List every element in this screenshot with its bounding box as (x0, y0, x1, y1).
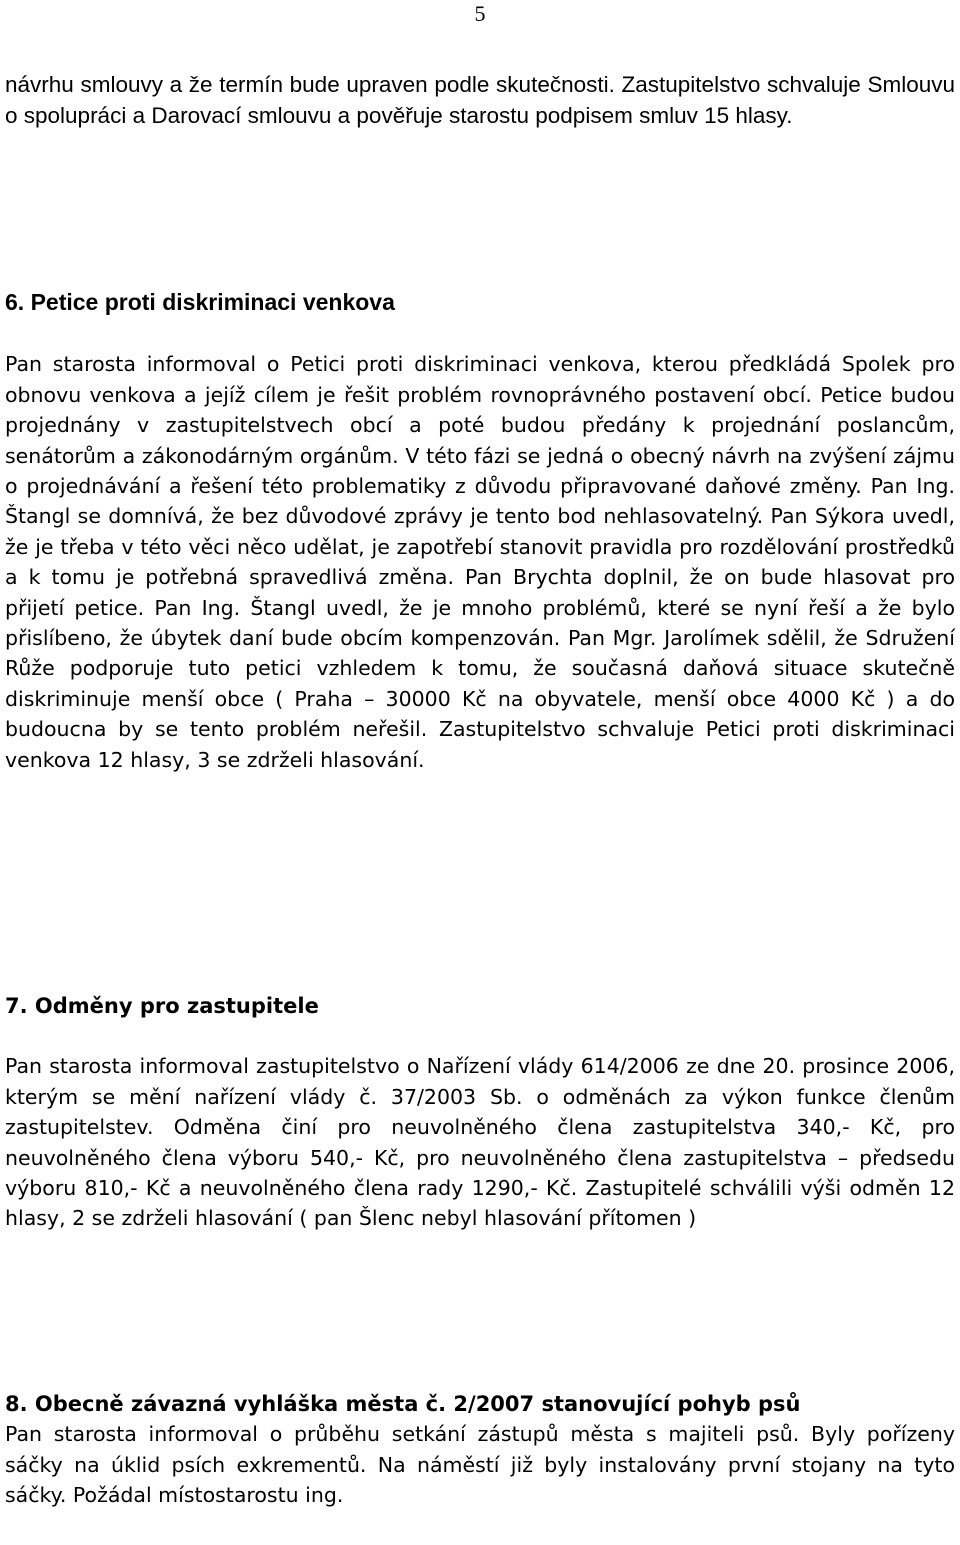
section-7 (5, 991, 955, 1234)
section-7-paragraph: Pan starosta informoval zastupitelstvo o Nařízení vlády 614/2006 ze dne 20. prosince 2006, kterým se mění nařízení vlády č. 37/2003 Sb. o odměnách za výkon funkce členům zastupitelstev. Odměna činí pro neuvolněného člena zastupitelstva 340,- Kč, pro neuvolněného člena výboru 540,- Kč, pro neuvolněného člena zastupitelstva – předsedu výboru 810,- Kč a neuvolněného člena rady 1290,- Kč. Zastupitelé schválili výši odměn 12 hlasy, 2 se zdrželi hlasování ( pan Šlenc nebyl hlasování přítomen ) (5, 1054, 955, 1231)
continuation-paragraph: návrhu smlouvy a že termín bude upraven podle skutečnosti. Zastupitelstvo schvaluje Smlouvu o spolupráci a Darovací smlouvu a pověřuje starostu podpisem smluv 15 hlasy. (5, 72, 955, 128)
section-6 (5, 287, 955, 775)
section-8 (5, 1389, 955, 1511)
section-6-paragraph: Pan starosta informoval o Petici proti diskriminaci venkova, kterou předkládá Spolek pro obnovu venkova a jejíž cílem je řešit problém rovnoprávného postavení obcí. Petice budou projednány v zastupitelstvech obcí a poté budou předány k projednání poslancům, senátorům a zákonodárným orgánům. V této fázi se jedná o obecný návrh na zvýšení zájmu o projednávání a řešení této problematiky z důvodu připravované daňové změny. Pan Ing. Štangl se domnívá, že bez důvodové zprávy je tento bod nehlasovatelný. Pan Sýkora uvedl, že je třeba v této věci něco udělat, je zapotřebí stanovit pravidla pro rozdělování prostředků a k tomu je potřebná spravedlivá změna. Pan Brychta doplnil, že on bude hlasovat pro přijetí petice. Pan Ing. Štangl uvedl, že je mnoho problémů, které se nyní řeší a že bylo přislíbeno, že úbytek daní bude obcím kompenzován. Pan Mgr. Jarolímek sdělil, že Sdružení Růže podporuje tuto petici vzhledem k tomu, že současná daňová situace skutečně diskriminuje menší obce ( Praha – 30000 Kč na obyvatele, menší obce 4000 Kč ) a do budoucna by se tento problém neřešil. Zastupitelstvo schvaluje Petici proti diskriminaci venkova 12 hlasy, 3 se zdrželi hlasování. (5, 352, 955, 772)
section-8-paragraph: Pan starosta informoval o průběhu setkání zástupů města s majiteli psů. Byly pořízeny sáčky na úklid psích exkrementů. Na náměstí již byly instalovány první stojany na tyto sáčky. Požádal místostarostu ing. (5, 1422, 955, 1508)
page-number: 5 (474, 1, 486, 26)
section-8-heading: 8. Obecně závazná vyhláška města č. 2/2007 stanovující pohyb psů (5, 1392, 801, 1416)
section-6-heading: 6. Petice proti diskriminaci venkova (5, 289, 395, 315)
continuation-block (5, 70, 955, 131)
section-7-heading: 7. Odměny pro zastupitele (5, 994, 319, 1018)
